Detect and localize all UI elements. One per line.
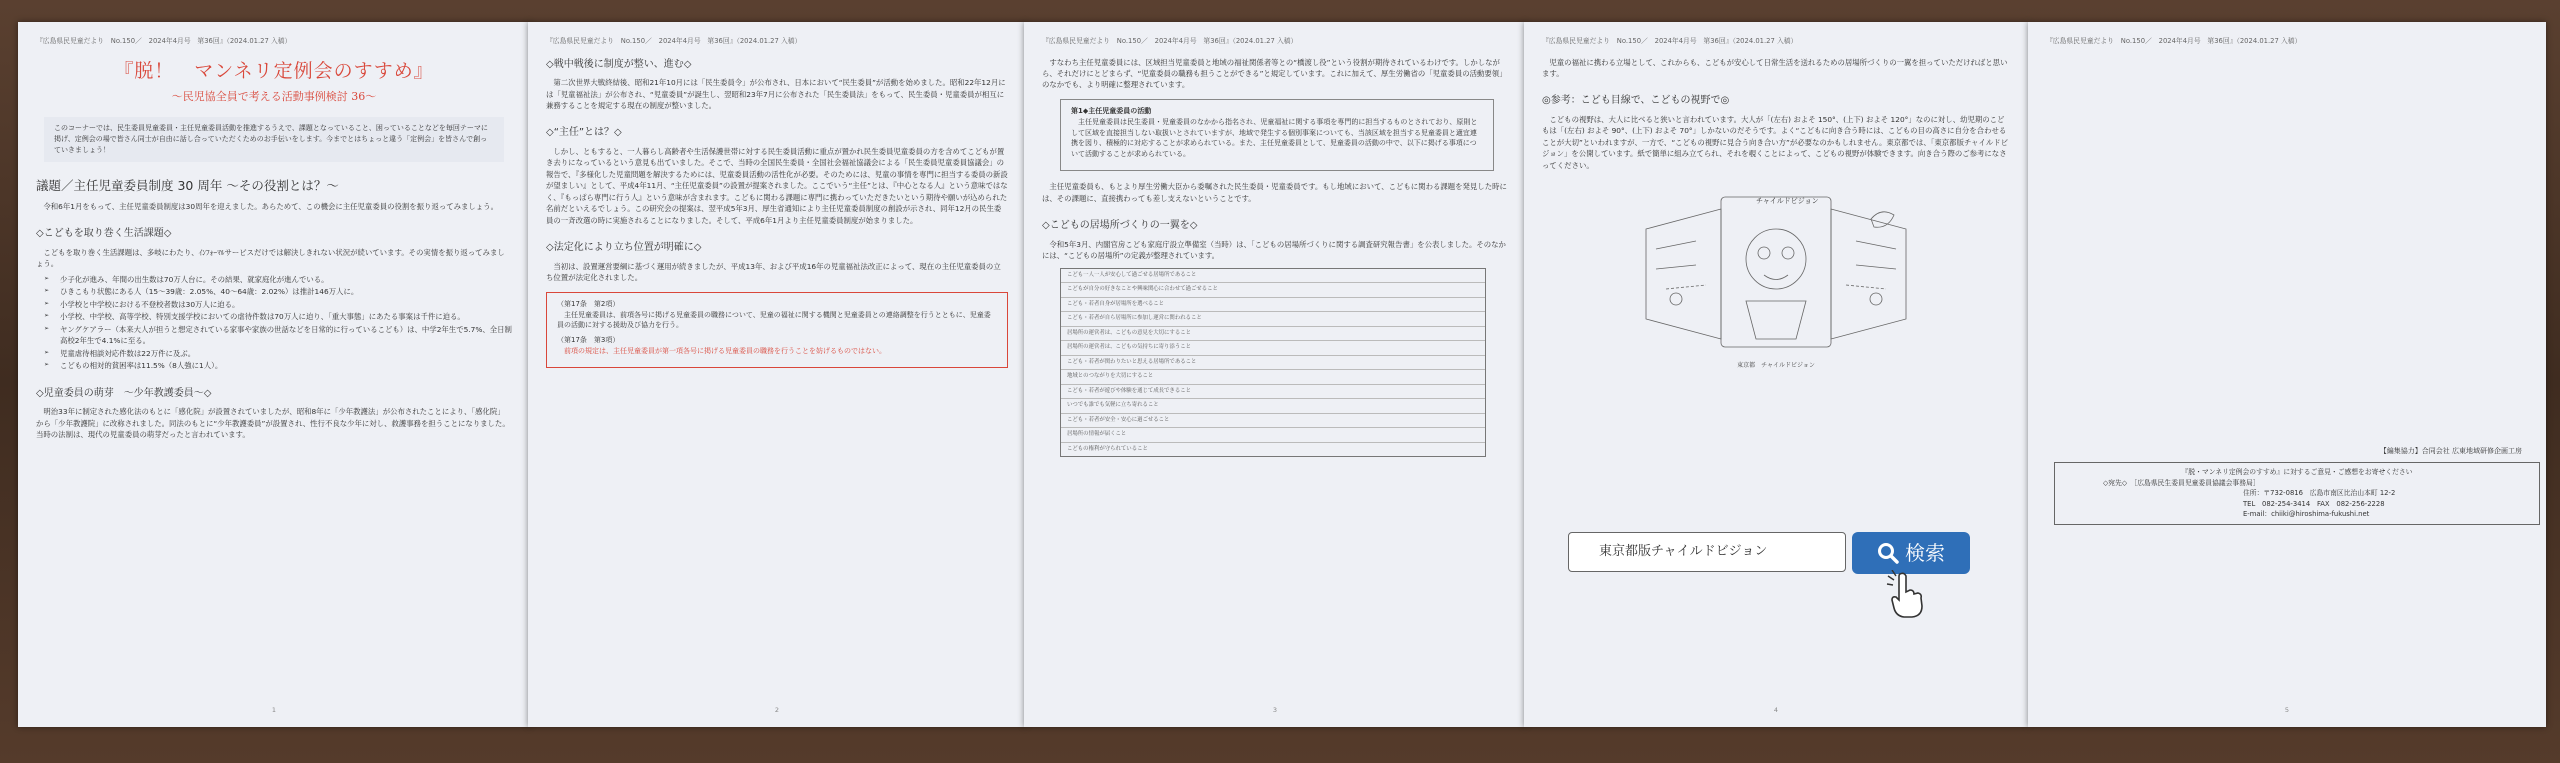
section-body: 主任児童委員も、もとより厚生労働大臣から委嘱された民生委員・児童委員です。もし地域において、こどもに関わる課題を発見した時には、その課題に、直接携わっても差し支えないということです。 xyxy=(1042,182,1507,203)
list-item: いつでも誰でも気軽に立ち寄れること xyxy=(1061,399,1485,414)
section-body: すなわち主任児童委員には、区域担当児童委員と地域の福祉関係者等との“橋渡し役”という役割が期待されているわけです。しかしながら、それだけにとどまらず、“児童委員の職務も担うことができる”と規定しています。これに加えて、厚生労働省の「児童委員の活動要領」のなかでも、より明確に整理されています。 xyxy=(1042,57,1507,90)
page-header: 『広島県民児童だより No.150／ 2024年4月号 第36回』（2024.01.27 入稿） xyxy=(2046,37,2302,45)
page-number: 1 xyxy=(271,705,277,714)
search-button[interactable] xyxy=(1852,532,1970,574)
law-excerpt-box xyxy=(546,292,1008,368)
page-title: 『脱！ マンネリ定例会のすすめ』 xyxy=(114,59,434,82)
page-number: 2 xyxy=(774,705,780,714)
section-heading: ◎参考：こども目線で、こどもの視野で◎ xyxy=(1542,95,1730,107)
page-4 xyxy=(1524,22,2028,727)
contact-recipient: ◇宛先◇ ［広島県民生委員児童委員協議会事務局］ xyxy=(2103,478,2260,487)
contact-title: 『脱・マンネリ定例会のすすめ』に対するご意見・ご感想をお寄せください xyxy=(2181,468,2413,476)
section-body: 第二次世界大戦終結後、昭和21年10月には「民生委員令」が公布され、日本において“民生委員”が活動を始めました。昭和22年12月には「児童福祉法」が公布され、“児童委員”が誕生し、翌昭和23年7月に公布された「民生委員法」をもって、民生委員・児童委員が相互に兼務することを規定する現在の制度が整いました。 xyxy=(546,78,1006,110)
list-item: こども・若者が安全・安心に過ごせること xyxy=(1061,414,1485,429)
list-item: こども一人一人が安心して過ごせる居場所であること xyxy=(1061,269,1485,284)
section-heading: ◇こどもの居場所づくりの一翼を◇ xyxy=(1042,220,1198,232)
illustration-label: チャイルドビジョン xyxy=(1756,197,1819,206)
section-body: 児童の福祉に携わる立場として、これからも、こどもが安心して日常生活を送れるための居場所づくりの一翼を担っていただければと思います。 xyxy=(1542,57,2008,78)
list-item: 居場所の情報が届くこと xyxy=(1061,428,1485,443)
topic-body: 令和6年1月をもって、主任児童委員制度は30周年を迎えました。あらためて、この機会に主任児童委員の役割を振り返ってみましょう。 xyxy=(43,201,498,211)
list-item: 居場所の運営者は、こどもの気持ちに寄り添うこと xyxy=(1061,341,1485,356)
place-definition-list xyxy=(1060,268,1486,458)
search-icon xyxy=(1877,542,1899,564)
activity-box xyxy=(1060,99,1494,171)
law-text: 主任児童委員は、前項各号に掲げる児童委員の職務について、児童の福祉に関する機関と児童委員との連絡調整を行うとともに、児童委員の活動に対する援助及び協力を行う。 xyxy=(557,310,991,330)
page-subtitle: ～民児協全員で考える活動事例検討 36～ xyxy=(171,89,377,103)
page-1 xyxy=(18,22,530,727)
list-item: ➢ こどもの相対的貧困率は11.5%（8人強に1人）。 xyxy=(50,360,512,371)
list-item: こども・若者が自ら居場所に参加し運営に関われること xyxy=(1061,312,1485,327)
page-header: 『広島県民児童だより No.150／ 2024年4月号 第36回』（2024.01.27 入稿） xyxy=(36,37,292,45)
list-item: こどもが自分の好きなことや興味関心に合わせて過ごせること xyxy=(1061,283,1485,298)
list-item: ➢ 小学校、中学校、高等学校、特別支援学校においての虐待件数は70万人に迫り、「重大事態」にあたる事案は千件に迫る。 xyxy=(50,311,512,322)
list-item: こども・若者が関わりたいと思える居場所であること xyxy=(1061,356,1485,371)
page-number: 5 xyxy=(2284,705,2290,714)
page-5 xyxy=(2028,22,2546,727)
search-banner xyxy=(1568,532,1970,574)
section-body: 明治33年に制定された感化法のもとに「感化院」が設置されていましたが、昭和8年に「少年教護法」が公布されたことにより、「感化院」から「少年教護院」に改称されました。同法のもとに“少年教護委員”が設置され、性行不良な少年に対し、救護事務を担うことになりました。当時の法制は、現代の児童委員の萌芽だったと言われています。 xyxy=(36,407,510,440)
list-item: 地域とのつながりを大切にすること xyxy=(1061,370,1485,385)
list-item: ➢ 児童虐待相談対応件数は22万件に及ぶ。 xyxy=(50,348,512,359)
child-vision-illustration xyxy=(1626,189,1926,367)
issue-list xyxy=(50,274,512,372)
contact-email[interactable]: E-mail：chiiki@hiroshima-fukushi.net xyxy=(2243,510,2370,519)
list-item: こども・若者自身が居場所を選べること xyxy=(1061,298,1485,313)
contact-address: 住所：〒732-0816 広島市南区比治山本町 12-2 xyxy=(2243,489,2396,498)
intro-box: このコーナーでは、民生委員児童委員・主任児童委員活動を推進するうえで、課題となっていること、困っていることなどを毎回テーマに掲げ、定例会の場で皆さん同士が自由に話し合っていただくためのお手伝いをします。今までとはちょっと違う「定例会」を皆さんで創っていきましょう！ xyxy=(44,117,504,162)
list-item: ➢ ひきこもり状態にある人（15～39歳：2.05%、40～64歳：2.02%）は推計146万人に。 xyxy=(50,286,512,297)
list-item: ➢ 小学校と中学校における不登校者数は30万人に迫る。 xyxy=(50,299,512,310)
page-number: 3 xyxy=(1272,705,1278,714)
editorial-credit: 【編集協力】合同会社 広東地域研修企画工房 xyxy=(2379,447,2522,455)
section-body: こどもを取り巻く生活課題は、多岐にわたり、ｲﾝﾌｫｰﾏﾙサービスだけでは解決しきれない状況が続いています。その実情を振り返ってみましょう。 xyxy=(36,247,505,269)
page-header: 『広島県民児童だより No.150／ 2024年4月号 第36回』（2024.01.27 入稿） xyxy=(1042,37,1298,45)
section-body: こどもの視野は、大人に比べると狭いと言われています。大人が「(左右) およそ 150°、(上下) およそ 120°」なのに対し、幼児期のこどもは「(左右) およそ 90°、(上下) およそ 70°」しかないのだそうです。よく“こどもに向き合う時には、こどもの目の高さに自分を合わせることが大切”といわれますが、一方で、“こどもの視野に見合う向き合い方”が必要なのかもしれません。東京都では、「東京都版チャイルドビジョン」を公開しています。紙で簡単に組み立てられ、それを覗くことによって、こどもの視野が体験できます。向き合う際のご参考になさってください。 xyxy=(1542,114,2009,170)
law-heading: （第17条 第3項） xyxy=(557,336,620,345)
search-input[interactable]: 東京都版チャイルドビジョン xyxy=(1568,532,1846,572)
page-2 xyxy=(528,22,1026,727)
list-item: こどもの権利が守られていること xyxy=(1067,445,1148,452)
section-body: しかし、ともすると、一人暮らし高齢者や生活保護世帯に対する民生委員活動に重点が置かれ民生委員児童委員の方を含めてこどもが置き去りになっているという意見も出ていました。そこで、当時の全国民生委員・全国社会福祉協議会による「民生委員児童委員協議会」の報告で、『多様化した児童問題を解決するためには、児童委員活動の活性化が必要。そのためには、児童の事情を専門に担当する委員の新設が望ましい』として、平成4年11月、“主任児童委員”の設置が提案されました。ここでいう“主任”とは、『中心となる人』という意味ではなく、『もっぱら専門に行う人』という意味が含まれます。こどもに関わる課題に専門に携わっていただきたいという期待や願いが込められた名前だといえるでしょう。この研究会の提案は、翌平成5年3月、厚生省通知により主任児童委員制度の創設が示され、同年12月の民生委員の一斉改選の時に実施されることになりました。そして、平成6年1月より主任児童委員制度が始まりました。 xyxy=(546,146,1008,225)
section-heading: ◇戦中戦後に制度が整い、進む◇ xyxy=(546,58,692,70)
section-body: 当初は、設置運営要綱に基づく運用が続きましたが、平成13年、および平成16年の児童福祉法改正によって、現在の主任児童委員の立ち位置が法定化されました。 xyxy=(546,261,1001,283)
section-body: 令和5年3月、内閣官房こども家庭庁設立準備室（当時）は、「こどもの居場所づくりに関する調査研究報告書」を公表しました。そのなかには、“こどもの居場所”の定義が整理されています。 xyxy=(1042,239,1506,261)
page-header: 『広島県民児童だより No.150／ 2024年4月号 第36回』（2024.01.27 入稿） xyxy=(1542,37,1798,45)
list-item: ➢ 少子化が進み、年間の出生数は70万人台に。その結果、就家庭化が進んでいる。 xyxy=(50,274,512,285)
pointing-hand-icon xyxy=(1886,570,1926,620)
activity-title: 第1◆主任児童委員の活動 xyxy=(1071,106,1152,115)
list-item: こども・若者が遊びや体験を通じて成長できること xyxy=(1061,385,1485,400)
law-text: 前項の規定は、主任児童委員が第一項各号に掲げる児童委員の職務を行うことを妨げるものではない。 xyxy=(564,347,886,356)
page-3 xyxy=(1024,22,1526,727)
section-heading: ◇法定化により立ち位置が明確に◇ xyxy=(546,242,702,254)
page-header: 『広島県民児童だより No.150／ 2024年4月号 第36回』（2024.01.27 入稿） xyxy=(546,37,802,45)
list-item: 居場所の運営者は、こどもの意見を大切にすること xyxy=(1061,327,1485,342)
section-heading: ◇“主任”とは？◇ xyxy=(546,127,622,139)
page-number: 4 xyxy=(1773,705,1779,714)
contact-phone: TEL 082-254-3414 FAX 082-256-2228 xyxy=(2243,499,2385,508)
contact-box xyxy=(2054,462,2540,525)
child-vision-diagram-icon xyxy=(1626,189,1926,357)
search-button-label: 検索 xyxy=(1905,540,1945,565)
section-heading: ◇こどもを取り巻く生活課題◇ xyxy=(36,228,172,240)
list-item: ➢ ヤングケアラー（本来大人が担うと想定されている家事や家族の世話などを日常的に行っているこども）は、中学2年生で5.7%、全日制高校2年生で4.1%に至る。 xyxy=(50,324,512,347)
activity-text: 主任児童委員は民生委員・児童委員のなかから指名され、児童福祉に関する事項を専門的に担当するものとされており、原則として区域を直接担当しない取扱いとされていますが、地域で発生する個別事案についても、当該区域を担当する児童委員と適宜連携を図り、積極的に対応することが求められている。また、主任児童委員として、児童委員の活動の中で、以下に掲げる事項について活動することが求められている。 xyxy=(1071,117,1478,159)
law-heading: （第17条 第2項） xyxy=(557,299,620,308)
section-heading: ◇児童委員の萌芽 ～少年教護委員～◇ xyxy=(36,387,212,399)
illustration-caption: 東京都 チャイルドビジョン xyxy=(1737,361,1815,369)
topic-heading: 議題／主任児童委員制度 30 周年 ～その役割とは？～ xyxy=(36,177,339,193)
